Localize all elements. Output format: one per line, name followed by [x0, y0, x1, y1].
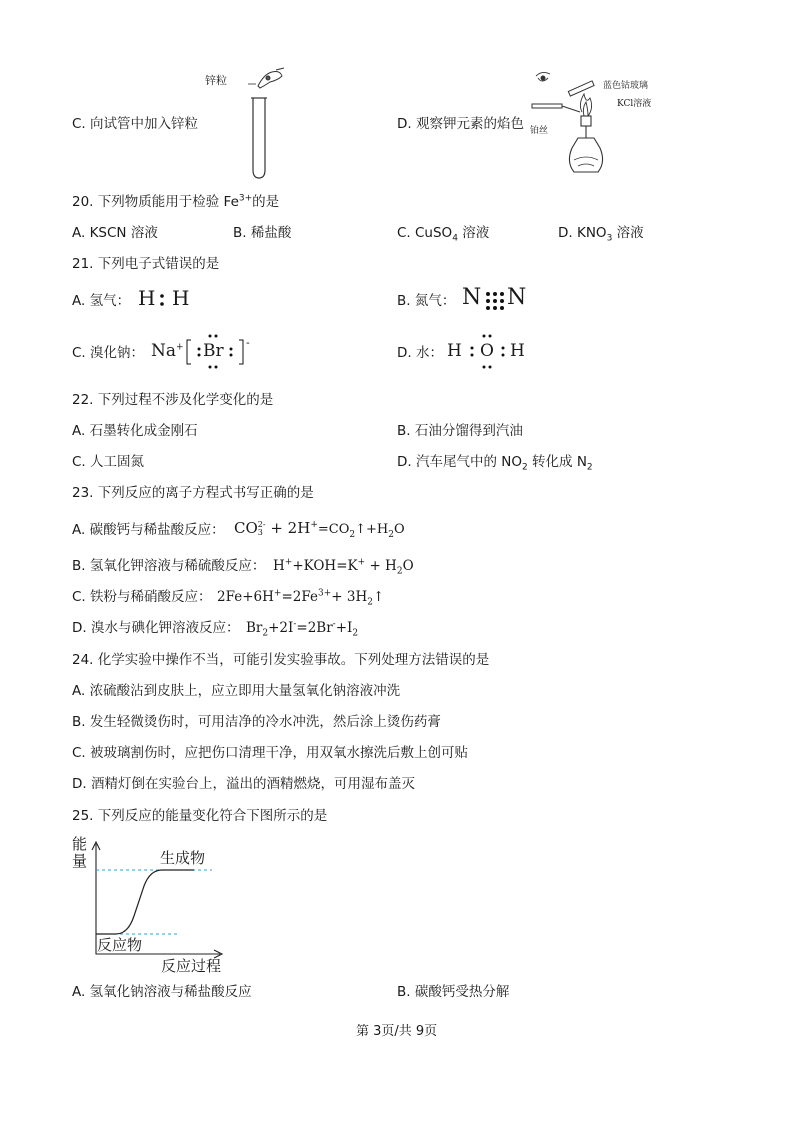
- q23-option-d-label: D. 溴水与碘化钾溶液反应：: [72, 620, 240, 636]
- q20-option-b: B. 稀盐酸: [233, 225, 292, 241]
- q21-stem: 21. 下列电子式错误的是: [72, 256, 220, 272]
- q24-option-a: A. 浓硫酸沾到皮肤上，应立即用大量氢氧化钠溶液冲洗: [72, 683, 401, 699]
- q19-option-c: C. 向试管中加入锌粒: [72, 116, 199, 132]
- kcl-label: KCl溶液: [617, 99, 652, 109]
- q23-option-b-label: B. 氢氧化钾溶液与稀硫酸反应：: [72, 558, 266, 574]
- flame-test-illustration: [528, 68, 608, 184]
- q20-option-d: D. $KNO_3$ 溶液: [558, 225, 644, 244]
- energy-curve: [96, 870, 194, 934]
- platinum-wire-label: 铂丝: [530, 126, 549, 136]
- test-tube-illustration: [240, 66, 290, 180]
- q23-option-a-label: A. 碳酸钙与稀盐酸反应：: [72, 522, 225, 538]
- reaction-progress-label: 反应过程: [161, 957, 222, 975]
- q20-option-c: C. CuSO$_4$ 溶液: [397, 225, 490, 244]
- cobalt-glass-icon: [568, 81, 594, 96]
- q21-c-sodium: Na+: [151, 341, 184, 361]
- q22-option-c: C. 人工固氮: [72, 454, 145, 470]
- q21-a-h-right: H: [172, 286, 190, 310]
- platinum-wire-icon: [532, 104, 580, 112]
- alcohol-lamp-icon: [569, 116, 602, 172]
- q22-option-a: A. 石墨转化成金刚石: [72, 423, 198, 439]
- q21-d-oxygen: O: [480, 341, 494, 361]
- q21-b-n-right: N: [507, 285, 527, 310]
- q24-option-d: D. 酒精灯倒在实验台上，溢出的酒精燃烧，可用湿布盖灭: [72, 776, 415, 792]
- q21-d-h-left: H: [447, 341, 462, 361]
- flame-icon: [580, 94, 591, 116]
- q21-option-b-label: B. 氮气：: [397, 293, 456, 309]
- q21-option-c-label: C. 溴化钠：: [72, 345, 145, 361]
- q22-stem: 22. 下列过程不涉及化学变化的是: [72, 392, 274, 408]
- triple-bond-electrons-icon: [484, 290, 506, 312]
- q25-option-a: A. 氢氧化钠溶液与稀盐酸反应: [72, 984, 252, 1000]
- water-electron-dots-icon: [462, 332, 512, 372]
- shared-electron-pair-icon: [158, 292, 166, 308]
- eye-icon: [536, 72, 550, 81]
- q21-c-charge: -: [246, 336, 250, 349]
- product-label: 生成物: [160, 849, 206, 867]
- q21-option-d-label: D. 水：: [397, 345, 443, 361]
- q21-b-n-left: N: [462, 285, 482, 310]
- q24-option-c: C. 被玻璃割伤时，应把伤口清理干净，用双氧水擦洗后敷上创可贴: [72, 745, 469, 761]
- q23-option-a-equation: CO2- $3 + 2H^+=CO_2↑+H_2O$: [234, 519, 405, 540]
- q21-a-h-left: H: [138, 286, 156, 310]
- q21-option-a-label: A. 氢气：: [72, 293, 131, 309]
- q21-d-h-right: H: [510, 341, 525, 361]
- q23-option-c-label: C. 铁粉与稀硝酸反应：: [72, 589, 212, 605]
- q20-option-a: A. KSCN 溶液: [72, 225, 158, 241]
- q25-stem: 25. 下列反应的能量变化符合下图所示的是: [72, 808, 328, 824]
- q24-stem: 24. 化学实验中操作不当，可能引发实验事故。下列处理方法错误的是: [72, 652, 490, 668]
- q22-option-d: D. 汽车尾气中的 $NO_2$ 转化成 $N_2$: [397, 454, 593, 473]
- q19-option-d: D. 观察钾元素的焰色: [397, 116, 524, 132]
- zinc-label: 锌粒: [205, 74, 227, 87]
- q23-stem: 23. 下列反应的离子方程式书写正确的是: [72, 485, 314, 501]
- q24-option-b: B. 发生轻微烫伤时，可用洁净的冷水冲洗，然后涂上烫伤药膏: [72, 714, 441, 730]
- q23-option-c-equation: $2Fe+6H^+=2Fe^{3+}+$ $3H_2↑$: [217, 588, 385, 608]
- tweezers-hand-icon: [258, 68, 284, 88]
- energy-axis-label: 能 量: [72, 835, 88, 870]
- test-tube-icon: [251, 98, 267, 178]
- q23-option-d-equation: $Br_2+2I^-=2Br^-+I_2$: [246, 619, 359, 639]
- cobalt-glass-label: 蓝色钴玻璃: [603, 81, 649, 91]
- q22-option-b: B. 石油分馏得到汽油: [397, 423, 523, 439]
- q25-option-b: B. 碳酸钙受热分解: [397, 984, 510, 1000]
- q20-stem: 20. 下列物质能用于检验 $Fe^{3+}$的是: [72, 193, 280, 210]
- page-number: 第 3页/共 9页: [356, 1024, 438, 1039]
- q21-c-bromine: Br: [203, 341, 224, 361]
- q23-option-b-equation: $H^++KOH=K^+ + H_2O$: [273, 557, 414, 577]
- reactant-label: 反应物: [97, 936, 143, 954]
